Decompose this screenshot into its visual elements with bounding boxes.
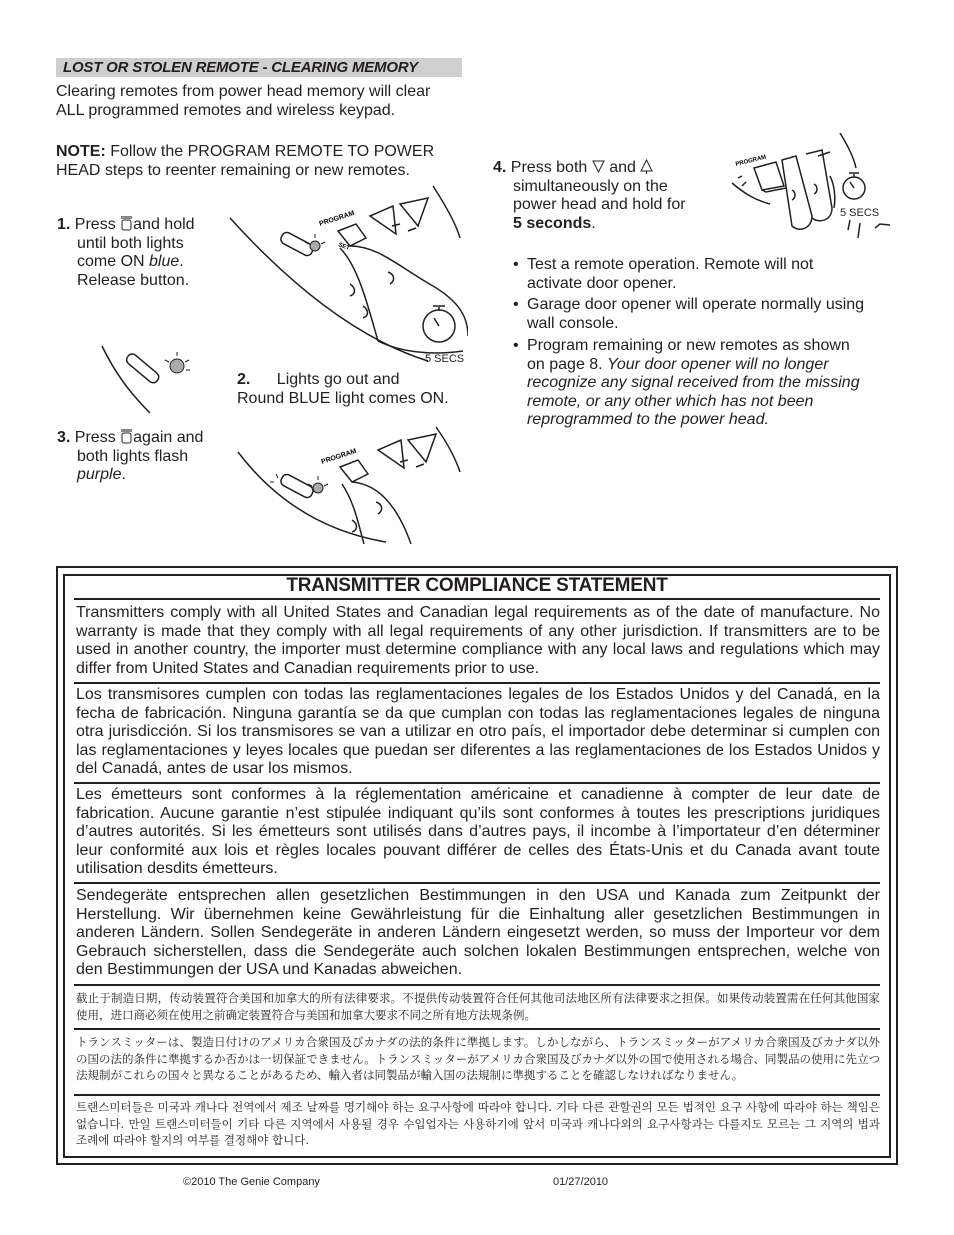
press-both-illustration: [730, 128, 900, 243]
step-1-line4: Release button.: [77, 271, 190, 289]
divider: [74, 598, 880, 600]
compliance-spanish: Los transmisores cumplen con todas las reglamentaciones legales de los Estados Unidos y del Canadá, en la fecha de fabricación. Ninguna garantía se da que cumplan con todas las reglamentaciones legales de ninguna otra jurisdicción. Si los transmisores se van a utilizar en otro país, el importador debe determinar si cumplen con las reglamentaciones y leyes locales que puedan ser diferentes a las reglamentaciones de los Estados Unidos y del Canadá, antes de usar los mismos.: [76, 686, 880, 777]
bullet-1-line2: activate door opener.: [527, 274, 677, 292]
program-button-icon: [120, 216, 133, 231]
divider: [74, 1028, 880, 1030]
step-4-number: 4.: [493, 159, 507, 176]
step-1-press: Press: [74, 216, 116, 233]
bullet-3-line1: Program remaining or new remotes as shown: [527, 337, 850, 354]
step-3: [57, 429, 227, 485]
section-title: LOST OR STOLEN REMOTE - CLEARING MEMORY: [63, 59, 418, 76]
bullet-3: [513, 337, 908, 430]
bullet-1: [513, 256, 908, 293]
step-3-period: .: [121, 466, 126, 483]
note-label: NOTE:: [56, 143, 106, 160]
bullet-dot: •: [513, 296, 519, 313]
step-4-period: .: [591, 214, 596, 232]
step-1-blue: blue: [149, 253, 180, 270]
bullet-2-line2: wall console.: [527, 314, 619, 332]
step-3-line2: both lights flash: [77, 447, 189, 465]
step-2-line1: Lights go out and: [276, 371, 400, 388]
step-4-line2: simultaneously on the: [513, 177, 668, 195]
step-4-press-both: Press both: [510, 159, 588, 176]
step-4-line3: power head and hold for: [513, 196, 686, 213]
note-text: [56, 143, 446, 180]
program-label: PROGRAM: [318, 209, 356, 228]
step-4: [493, 159, 723, 233]
bullet-dot: •: [513, 256, 519, 273]
step-4-and: and: [609, 159, 636, 176]
bullet-1-line1: Test a remote operation. Remote will not: [527, 256, 814, 273]
step-1-line3: come ON: [77, 253, 150, 270]
up-arrow-button-icon: [640, 159, 653, 174]
program-label-4: PROGRAM: [735, 154, 767, 168]
bullet-3-line4: remote, or any other which has not been: [527, 392, 814, 410]
divider: [74, 984, 880, 986]
step-2-line2: Round BLUE light comes ON.: [237, 389, 449, 407]
compliance-korean: 트랜스미터들은 미국과 캐나다 전역에서 제조 날짜를 명기해야 하는 요구사항에 따라야 합니다. 기타 다른 관할권의 모든 법적인 요구 사항에 따라야 하는 책임은 없습니다. 만일 트랜스미터들이 기타 다른 지역에서 사용될 경우 수입업자는 사용하기에 앞서 미국과 캐나다외의 요구사항과는 다를지도 모르는 그 지역의 법과 조례에 따라야 할지의 여부를 결정해야 합니다.: [76, 1100, 880, 1147]
timer-label-2: 5 SECS: [840, 207, 880, 219]
set-label: SET: [337, 242, 351, 252]
program-label-3: PROGRAM: [320, 447, 358, 466]
step-1-line2: until both lights: [77, 234, 184, 252]
footer-date: 01/27/2010: [553, 1176, 609, 1188]
bullet-3-line2-em: Your door opener will no longer: [607, 355, 829, 373]
bullet-2-line1: Garage door opener will operate normally using: [527, 296, 865, 313]
step-3-number: 3.: [57, 429, 71, 446]
step-4-five-seconds: 5 seconds: [513, 214, 592, 232]
timer-label-1: 5 SECS: [425, 353, 465, 365]
bullet-dot: •: [513, 337, 519, 354]
press-again-illustration: [236, 422, 464, 547]
step-1-period: .: [179, 253, 184, 270]
divider: [74, 1094, 880, 1096]
bullet-3-line5: reprogrammed to the power head.: [527, 411, 769, 428]
step-1-hold: and hold: [133, 216, 195, 233]
step-3-press: Press: [74, 429, 116, 446]
compliance-german: Sendegeräte entsprechen allen gesetzlichen Bestimmungen in den USA und Kanada zum Zeitpunkt der Herstellung. Wir übernehmen keine Gewährleistung für die Einhaltung aller gesetzlichen Bestimmungen in anderen Ländern. Sollen Sendegeräte in anderen Ländern eingesetzt werden, so muss der Importeur vor dem Gebrauch sicherstellen, dass die Sendegeräte auch solchen lokalen Bestimmungen entsprechen, welche von den Bestimmungen der USA und Kanadas abweichen.: [76, 887, 880, 978]
program-button-icon: [120, 429, 133, 444]
lights-illustration: [100, 338, 200, 418]
down-arrow-button-icon: [592, 159, 605, 174]
footer-copyright: ©2010 The Genie Company: [183, 1176, 320, 1188]
step-3-again: again and: [133, 429, 204, 446]
bullet-3-line2: on page 8.: [527, 355, 608, 373]
step-1: [57, 216, 227, 290]
divider: [74, 882, 880, 884]
compliance-japanese: トランスミッターは、製造日付けのアメリカ合衆国及びカナダの法的条件に準拠します。しかしながら、トランスミッターがアメリカ合衆国及びカナダ以外の国の法的条件に準拠するか否かは一切保証できません。トランスミッターがアメリカ合衆国及びカナダ以外の国で使用される場合、同製品の使用に先立つ法規制がこれらの国々と異なることがあるため、輸入者は同製品が輸入国の法規制に準拠することを確認しなければなりません。: [76, 1035, 880, 1082]
note-body: Follow the PROGRAM REMOTE TO POWER HEAD steps to reenter remaining or new remotes.: [56, 143, 435, 179]
compliance-chinese: 截止于制造日期，传动装置符合美国和加拿大的所有法律要求。不提供传动装置符合任何其他司法地区所有法律要求之担保。如果传动装置需在任何其他国家使用，进口商必须在使用之前确定装置符合与美国和加拿大要求不同之所有地方法规条例。: [76, 991, 880, 1022]
divider: [74, 782, 880, 784]
compliance-english: Transmitters comply with all United States and Canadian legal requirements as of the date of manufacture. No warranty is made that they comply with all legal requirements of any other jurisdiction. If transmitters are to be used in another country, the importer must determine compliance with any local laws and regulations which may differ from United States and Canadian requirements prior to use.: [76, 604, 880, 677]
compliance-french: Les émetteurs sont conformes à la réglementation américaine et canadienne à compter de leur date de fabrication. Aucune garantie n’est stipulée indiquant qu’ils sont conformes à toutes les prescriptions juridiques d’autres autorités. Si les émetteurs sont utilisés dans d’autres pays, il incombe à l’importateur d’en déterminer leur conformité aux lois et règles locales pouvant différer de celles des États-Unis et du Canada avant toute utilisation desdits émetteurs.: [76, 786, 880, 877]
compliance-title: TRANSMITTER COMPLIANCE STATEMENT: [286, 575, 668, 596]
step-3-purple: purple: [77, 466, 122, 483]
intro-text: Clearing remotes from power head memory will clear ALL programmed remotes and wireless keypad.: [56, 83, 431, 119]
step-2: [237, 371, 477, 408]
press-program-illustration: [228, 176, 468, 366]
step-2-number: 2.: [237, 371, 251, 388]
bullet-3-line3: recognize any signal received from the missing: [527, 374, 860, 391]
step-1-number: 1.: [57, 216, 71, 233]
bullet-2: [513, 296, 908, 333]
divider: [74, 682, 880, 684]
